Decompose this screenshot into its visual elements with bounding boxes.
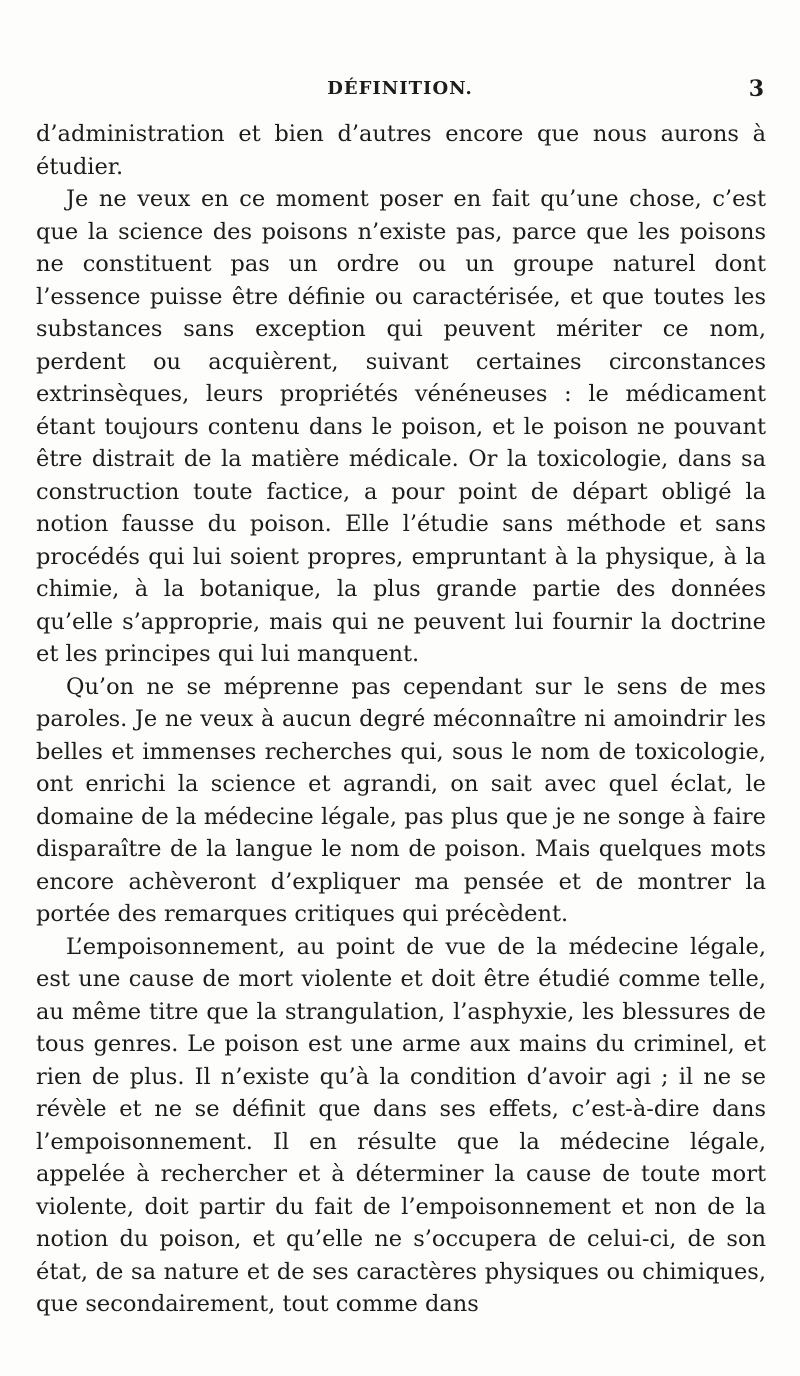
running-title: DÉFINITION. (327, 78, 473, 99)
paragraph-continuation: d’administration et bien d’autres encore que nous aurons à étudier. (36, 121, 766, 180)
paragraph: Qu’on ne se méprenne pas cependant sur le sens de mes paroles. Je ne veux à aucun degré méconnaître ni amoindrir les belles et immenses recherches qui, sous le nom de toxicologie, ont enrichi la science et agrandi, on sait avec quel éclat, le domaine de la médecine légale, pas plus que je ne songe à faire disparaître de la langue le nom de poison. Mais quelques mots encore achèveront d’expliquer ma pensée et de montrer la portée des remarques critiques qui précèdent. (36, 673, 766, 927)
paragraph: Je ne veux en ce moment poser en fait qu’une chose, c’est que la science des poisons n’existe pas, parce que les poisons ne constituent pas un ordre ou un groupe naturel dont l’essence puisse être définie ou caractérisée, et que toutes les substances sans exception qui peuvent mériter ce nom, perdent ou acquièrent, suivant certaines circonstances extrinsèques, leurs propriétés vénéneuses : le médicament étant toujours contenu dans le poison, et le poison ne pouvant être distrait de la matière médicale. Or la toxicologie, dans sa construction toute factice, a pour point de départ obligé la notion fausse du poison. Elle l’étudie sans méthode et sans procédés qui lui soient propres, empruntant à la physique, à la chimie, à la botanique, la plus grande partie des données qu’elle s’approprie, mais qui ne peuvent lui fournir la doctrine et les principes qui lui manquent. (36, 186, 766, 667)
page-header (36, 78, 764, 108)
paragraph: L’empoisonnement, au point de vue de la médecine légale, est une cause de mort violente et doit être étudié comme telle, au même titre que la strangulation, l’asphyxie, les blessures de tous genres. Le poison est une arme aux mains du criminel, et rien de plus. Il n’existe qu’à la condition d’avoir agi ; il ne se révèle et ne se définit que dans ses effets, c’est-à-dire dans l’empoisonnement. Il en résulte que la médecine légale, appelée à rechercher et à déterminer la cause de toute mort violente, doit partir du fait de l’empoisonnement et non de la notion du poison, et qu’elle ne s’occupera de celui-ci, de son état, de sa nature et de ses caractères physiques ou chimiques, que secondairement, tout comme dans (36, 933, 766, 1317)
page-number: 3 (748, 76, 764, 102)
body-text (36, 118, 766, 1321)
